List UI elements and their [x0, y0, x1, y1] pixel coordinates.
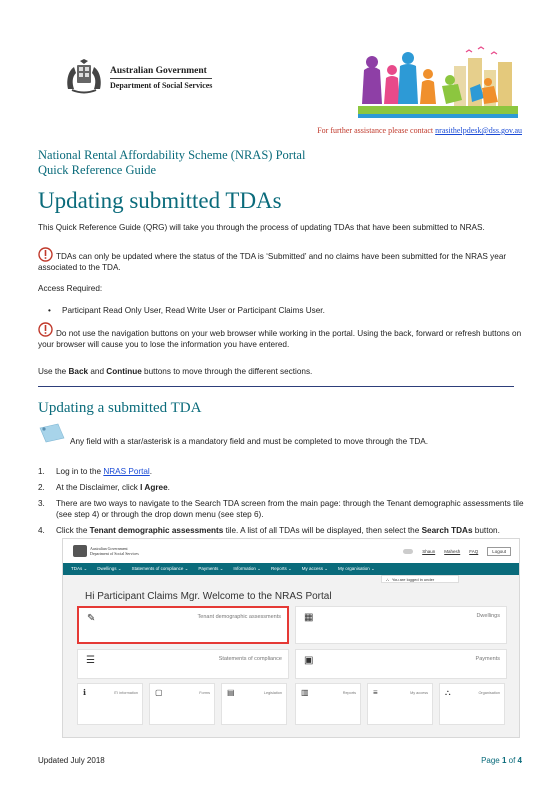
nav-my-access[interactable]: My access ⌄ — [301, 566, 329, 571]
tile-statements-of-compliance[interactable]: ☰ Statements of compliance — [77, 649, 289, 679]
warning-paragraph-1: TDAs can only be updated where the status of the TDA is ‘Submitted’ and no claims have been submitted for the NRAS year associated to the TDA. — [38, 251, 524, 273]
contact-line: For further assistance please contact nrasithelpdesk@dss.gov.au — [317, 126, 522, 135]
tile-legislation[interactable]: ▤ Legislation — [221, 683, 287, 725]
link-mahesh[interactable]: Mahesh — [444, 549, 461, 554]
building-icon: ▦ — [304, 612, 314, 623]
logout-button[interactable]: Logout — [487, 547, 511, 556]
portal-title: National Rental Affordability Scheme (NRAS) Portal Quick Reference Guide — [38, 148, 306, 177]
tile-tenant-demographic-assessments[interactable]: ✎ Tenant demographic assessments — [77, 606, 289, 644]
section-divider — [38, 386, 514, 387]
mandatory-note: Any field with a star/asterisk is a mandatory field and must be completed to move through the TDA. — [70, 437, 428, 446]
nav-reports[interactable]: Reports ⌄ — [270, 566, 292, 571]
access-bullet: • Participant Read Only User, Read Write User or Participant Claims User. — [62, 306, 325, 315]
step-4: 4. Click the Tenant demographic assessments tile. A list of all TDAs will be displayed, then select the Search TDAs button. — [38, 526, 500, 535]
link-shaun[interactable]: Shaun — [422, 549, 436, 554]
step-1: 1. Log in to the NRAS Portal. — [38, 467, 153, 476]
navigation-note: Use the Back and Continue buttons to move through the different sections. — [38, 367, 313, 376]
info-icon: ℹ — [83, 688, 87, 697]
org-icon: ⛬ — [386, 576, 389, 582]
tile-dwellings[interactable]: ▦ Dwellings — [295, 606, 507, 644]
steps-list — [38, 466, 524, 541]
forms-icon: ▢ — [155, 688, 163, 697]
warning-icon — [38, 247, 53, 262]
coat-of-arms-icon — [62, 59, 106, 97]
tile-iti-information[interactable]: ℹ ITI information — [77, 683, 143, 725]
toggle-icon[interactable] — [403, 549, 413, 554]
access-label: Access Required: — [38, 284, 103, 293]
tile-payments[interactable]: ▣ Payments — [295, 649, 507, 679]
sticky-note-icon — [38, 422, 66, 444]
step-2: 2. At the Disclaimer, click I Agree. — [38, 483, 170, 492]
nav-my-organisation[interactable]: My organisation ⌄ — [338, 566, 375, 571]
updated-date: Updated July 2018 — [38, 756, 105, 765]
tile-reports[interactable]: ▥ Reports — [295, 683, 361, 725]
tile-organisation[interactable]: ⛬ Organisation — [439, 683, 505, 725]
gov-name: Australian Government — [110, 66, 212, 79]
chart-icon: ▥ — [301, 688, 309, 697]
menu-icon: ≡ — [373, 688, 378, 697]
page-title: Updating submitted TDAs — [38, 188, 282, 213]
department-name: Department of Social Services — [110, 81, 213, 90]
nav-dwellings[interactable]: Dwellings ⌄ — [97, 566, 122, 571]
nras-portal-link[interactable]: NRAS Portal — [103, 467, 150, 476]
edit-icon: ✎ — [87, 613, 96, 624]
portal-logo: Australian Government Department of Social Services — [73, 544, 183, 558]
family-illustration — [358, 44, 518, 120]
logged-in-indicator: ⛬ You are logged in under — [381, 575, 459, 583]
step-3: 3. There are two ways to navigate to the Search TDA screen from the main page: through the Tenant demographic assessments tile (see step 4) or through the drop down menu (see step 6). — [38, 499, 524, 519]
list-icon: ☰ — [86, 655, 95, 666]
page-number: Page 1 of 4 — [481, 756, 522, 765]
tile-forms[interactable]: ▢ Forms — [149, 683, 215, 725]
book-icon: ▤ — [227, 688, 235, 697]
nav-payments[interactable]: Payments ⌄ — [198, 566, 224, 571]
money-icon: ▣ — [304, 655, 314, 666]
warning-icon — [38, 322, 53, 337]
portal-screenshot — [62, 538, 520, 738]
portal-nav — [63, 563, 519, 575]
section-title: Updating a submitted TDA — [38, 400, 202, 416]
tile-my-access[interactable]: ≡ My access — [367, 683, 433, 725]
org-chart-icon: ⛬ — [445, 688, 451, 697]
mini-crest-icon — [73, 545, 87, 557]
gov-logo — [62, 58, 232, 98]
warning-paragraph-2: Do not use the navigation buttons on your web browser while working in the portal. Using the back, forward or refresh buttons on your browser will cause you to lose the information you have entered. — [38, 328, 524, 350]
nav-information[interactable]: Information ⌄ — [233, 566, 261, 571]
intro-paragraph: This Quick Reference Guide (QRG) will take you through the process of updating TDAs that have been submitted to NRAS. — [38, 223, 485, 232]
portal-greeting: Hi Participant Claims Mgr. Welcome to the NRAS Portal — [85, 591, 332, 602]
portal-header — [63, 539, 519, 563]
contact-email-link[interactable]: nrasithelpdesk@dss.gov.au — [435, 126, 522, 135]
link-faq[interactable]: FAQ — [469, 549, 479, 554]
nav-statements[interactable]: Statements of compliance ⌄ — [131, 566, 189, 571]
portal-header-links — [403, 547, 511, 556]
nav-tdas[interactable]: TDAs ⌄ — [71, 566, 88, 571]
